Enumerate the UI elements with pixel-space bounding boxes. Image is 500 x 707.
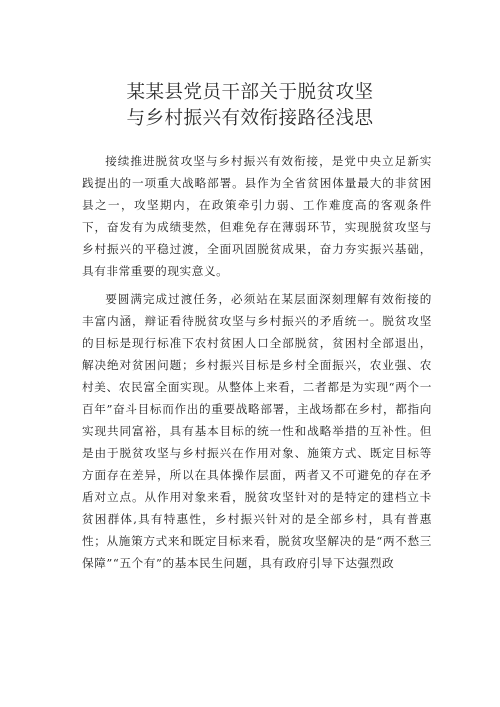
paragraph-2: 要圆满完成过渡任务，必须站在某层面深刻理解有效衔接的丰富内涵，辩证看待脱贫攻坚与乡村振兴的矛盾统一。脱贫攻坚的目标是现行标准下农村贫困人口全部脱贫，贫困村全部退出，解决绝对贫困问题；乡村振兴目标是乡村全面振兴，农业强、农村美、农民富全面实现。从整体上来看，二者都是为实现“两个一百年”奋斗目标而作出的重要战略部署，主战场都在乡村，都指向实现共同富裕，具有基本目标的统一性和战略举措的互补性。但是由于脱贫攻坚与乡村振兴在作用对象、施策方式、既定目标等方面存在差异，所以在具体操作层面，两者又不可避免的存在矛盾对立点。从作用对象来看，脱贫攻坚针对的是特定的建档立卡贫困群体,具有特惠性，乡村振兴针对的是全部乡村，具有普惠性；从施策方式来和既定目标来看，脱贫攻坚解决的是“两不愁三保障”“五个有”的基本民生问题，具有政府引导下达强烈政: [82, 292, 432, 570]
title-line-1: 某某县党员干部关于脱贫攻坚: [126, 82, 374, 103]
document-body: [82, 150, 432, 580]
document-title: [60, 80, 440, 132]
paragraph-1: 接续推进脱贫攻坚与乡村振兴有效衔接，是党中央立足新实践提出的一项重大战略部署。县作为全省贫困体量最大的非贫困县之一，攻坚期内，在政策牵引力弱、工作难度高的客观条件下，奋发有为成绩斐然，但难免存在薄弱环节，实现脱贫攻坚与乡村振兴的平稳过渡，全面巩固脱贫成果，奋力夯实振兴基础，具有非常重要的现实意义。: [82, 154, 432, 278]
title-line-2: 与乡村振兴有效衔接路径浅思: [126, 108, 374, 129]
